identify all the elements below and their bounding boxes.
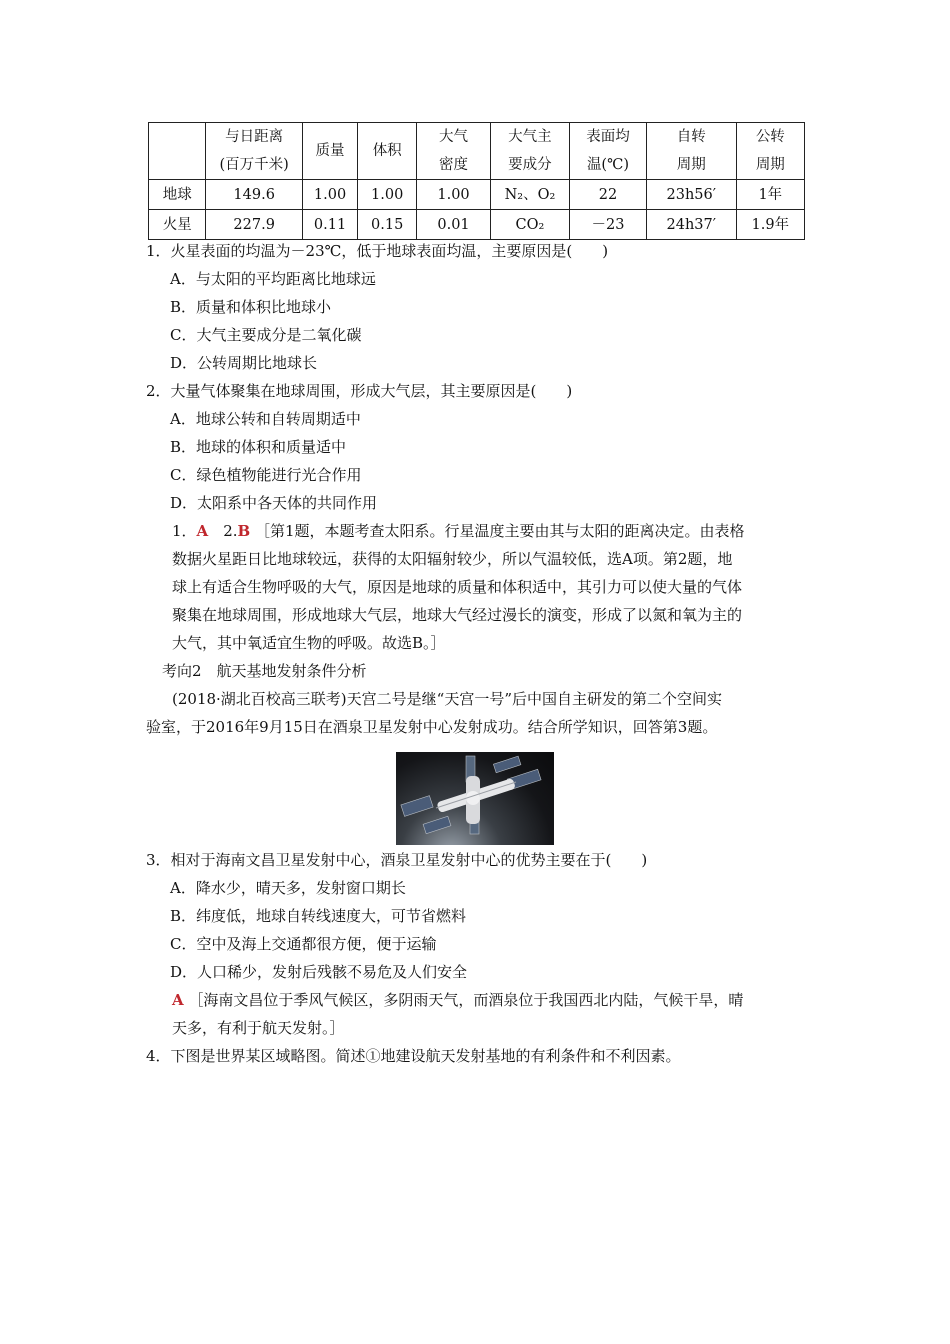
table-header-cell: 与日距离 (百万千米) xyxy=(206,123,302,180)
intro-text: (2018·湖北百校高三联考)天宫二号是继“天宫一号”后中国自主研发的第二个空间实 xyxy=(172,690,722,708)
explanation-text: 天多，有利于航天发射。］ xyxy=(172,1019,345,1037)
table-cell: 227.9 xyxy=(206,210,302,240)
answer-2-value: B xyxy=(237,522,251,540)
table-header-cell xyxy=(149,123,206,180)
table-cell: 1.00 xyxy=(302,180,357,210)
table-cell: N₂、O₂ xyxy=(490,180,569,210)
question-1-option-a: A．与太阳的平均距离比地球远 xyxy=(170,270,376,288)
table-header-cell: 大气主 要成分 xyxy=(490,123,569,180)
question-1-option-c: C．大气主要成分是二氧化碳 xyxy=(170,326,362,344)
question-1-stem: 1．火星表面的均温为－23℃，低于地球表面均温，主要原因是( ) xyxy=(146,242,609,260)
question-2-option-c: C．绿色植物能进行光合作用 xyxy=(170,466,362,484)
question-3-option-b: B．纬度低，地球自转线速度大，可节省燃料 xyxy=(170,907,467,925)
table-cell: 149.6 xyxy=(206,180,302,210)
table-cell: 0.01 xyxy=(417,210,491,240)
table-cell: 1.00 xyxy=(417,180,491,210)
table-header-cell: 质量 xyxy=(302,123,357,180)
question-2-option-b: B．地球的体积和质量适中 xyxy=(170,438,347,456)
explanation-text: 数据火星距日比地球较远，获得的太阳辐射较少，所以气温较低，选A项。第2题，地 xyxy=(172,550,733,568)
table-row xyxy=(149,210,805,240)
space-station-photo xyxy=(396,752,554,845)
question-1-option-d: D．公转周期比地球长 xyxy=(170,354,318,372)
explanation-text: 球上有适合生物呼吸的大气，原因是地球的质量和体积适中，其引力可以使大量的气体 xyxy=(172,578,743,596)
explanation-text: ［第1题，本题考查太阳系。行星温度主要由其与太阳的距离决定。由表格 xyxy=(254,522,745,540)
table-cell: 24h37′ xyxy=(646,210,736,240)
question-2-stem: 2．大量气体聚集在地球周围，形成大气层，其主要原因是( ) xyxy=(146,382,573,400)
question-4-stem: 4．下图是世界某区域略图。简述①地建设航天发射基地的有利条件和不利因素。 xyxy=(146,1047,681,1065)
table-cell: 地球 xyxy=(149,180,206,210)
table-cell: CO₂ xyxy=(490,210,569,240)
table-cell: 23h56′ xyxy=(646,180,736,210)
table-cell: 0.15 xyxy=(358,210,417,240)
question-3-stem: 3．相对于海南文昌卫星发射中心，酒泉卫星发射中心的优势主要在于( ) xyxy=(146,851,648,869)
question-3-option-a: A．降水少，晴天多，发射窗口期长 xyxy=(170,879,406,897)
explanation-text: 聚集在地球周围，形成地球大气层，地球大气经过漫长的演变，形成了以氮和氧为主的 xyxy=(172,606,743,624)
answer-3-value: A xyxy=(172,991,184,1009)
answer-1-value: A xyxy=(196,522,209,540)
question-2-option-a: A．地球公转和自转周期适中 xyxy=(170,410,361,428)
table-row xyxy=(149,180,805,210)
table-cell: －23 xyxy=(570,210,647,240)
table-cell: 22 xyxy=(570,180,647,210)
question-1-option-b: B．质量和体积比地球小 xyxy=(170,298,332,316)
answer-1-2-line xyxy=(172,521,745,541)
explanation-text: ［海南文昌位于季风气候区，多阴雨天气，而酒泉位于我国西北内陆，气候干旱，晴 xyxy=(188,991,744,1009)
table-header-cell: 自转 周期 xyxy=(646,123,736,180)
table-header-cell: 体积 xyxy=(358,123,417,180)
table-header-cell: 大气 密度 xyxy=(417,123,491,180)
table-cell: 火星 xyxy=(149,210,206,240)
table-header-cell: 表面均 温(℃) xyxy=(570,123,647,180)
table-header-cell: 公转 周期 xyxy=(736,123,804,180)
question-2-option-d: D．太阳系中各天体的共同作用 xyxy=(170,494,378,512)
table-header-row xyxy=(149,123,805,180)
space-station-illustration xyxy=(396,752,554,845)
question-3-option-c: C．空中及海上交通都很方便，便于运输 xyxy=(170,935,437,953)
answer-label: 1． xyxy=(172,522,197,540)
planet-comparison-table xyxy=(148,122,805,240)
intro-text: 验室，于2016年9月15日在酒泉卫星发射中心发射成功。结合所学知识，回答第3题。 xyxy=(146,718,718,736)
answer-3-line xyxy=(172,990,743,1010)
table-cell: 1.00 xyxy=(358,180,417,210)
table-cell: 0.11 xyxy=(302,210,357,240)
section-heading: 考向2 航天基地发射条件分析 xyxy=(162,662,367,680)
table-cell: 1.9年 xyxy=(736,210,804,240)
table-cell: 1年 xyxy=(736,180,804,210)
answer-label: 2. xyxy=(208,522,238,540)
explanation-text: 大气，其中氧适宜生物的呼吸。故选B。］ xyxy=(172,634,446,652)
question-3-option-d: D．人口稀少，发射后残骸不易危及人们安全 xyxy=(170,963,468,981)
